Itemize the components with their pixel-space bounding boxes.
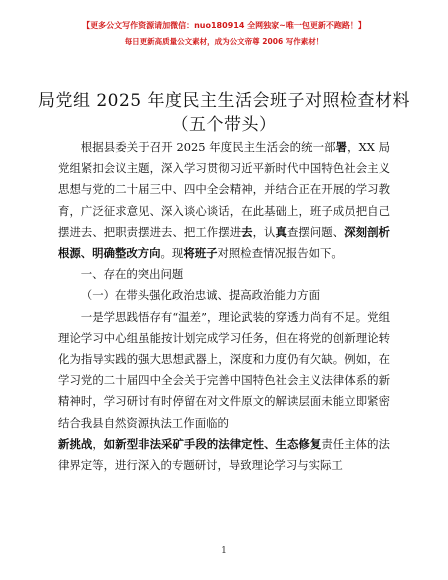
body-text: 的法律界定等，进行深入的专题研讨，导致理论学习与实际工 [58, 436, 390, 473]
intro-bold-text: 署 [335, 140, 348, 154]
intro-text: 根据县委关于召开 2025 年度民主生活会的统一部 [80, 140, 336, 154]
intro-text: ，XX 局党组紧扣会议主题，深入学习贯彻习近平新时代中国特色社会主义思想与党的二十届三中、四中全会精神，并结合正在开展的学习教育，广泛征求意见、深入谈心谈话，在此基础上，班子成员把自己摆进去、把职责摆进去、把工作摆进 [58, 140, 390, 239]
promo-banner-line-2: 每日更新高质量公文素材，成为公文帝尊 2006 写作素材！ [124, 37, 324, 46]
body-paragraph: 一是学思践悟存有“温差”，理论武装的穿透力尚有不足。党组理论学习中心组虽能按计划完成学习任务，但在将党的创新理论转化为指导实践的强大思想武器上，深度和力度仍有欠缺。例如，在学习党的二十届四中全会关于完善中国特色社会主义法律体系的新精神时，学习研讨有时停留在对文件原文的解读层面未能立即紧密结合我县自然资源执法工作面临的 [58, 309, 390, 430]
intro-text: 对照检查情况报告如下。 [217, 246, 343, 261]
promo-banner-line-1: 【更多公文写作资源请加微信：nuo180914 全网独家~唯一包更新不跑路！】 [82, 21, 366, 30]
intro-text: 查摆问题、 [286, 224, 345, 239]
body-paragraph-continued [58, 434, 390, 476]
page-number: 1 [221, 546, 227, 556]
intro-bold-text: 将班子 [183, 246, 218, 261]
document-body [58, 137, 390, 476]
intro-text: 。现 [160, 246, 184, 261]
intro-bold-text: 真 [275, 224, 287, 239]
section-heading: 一、存在的突出问题 [80, 267, 184, 282]
bold-text: 如新型非法采矿手段的法律定性、生态修复 [103, 436, 322, 451]
bold-text: 新挑战 [58, 436, 93, 451]
intro-text: ，认 [252, 224, 276, 239]
intro-bold-text: 去 [241, 224, 253, 239]
body-text: 责任主体 [321, 436, 368, 451]
subsection-heading: （一）在带头强化政治忠诚、提高政治能力方面 [80, 288, 321, 303]
document-title: 局党组 2025 年度民主生活会班子对照检查材料 [37, 91, 411, 111]
intro-paragraph [58, 137, 390, 264]
intro-bold-text: 深刻剖析根源、明确整改方向 [58, 224, 390, 261]
body-text: ， [92, 436, 104, 451]
document-subtitle: （五个带头） [171, 115, 277, 135]
